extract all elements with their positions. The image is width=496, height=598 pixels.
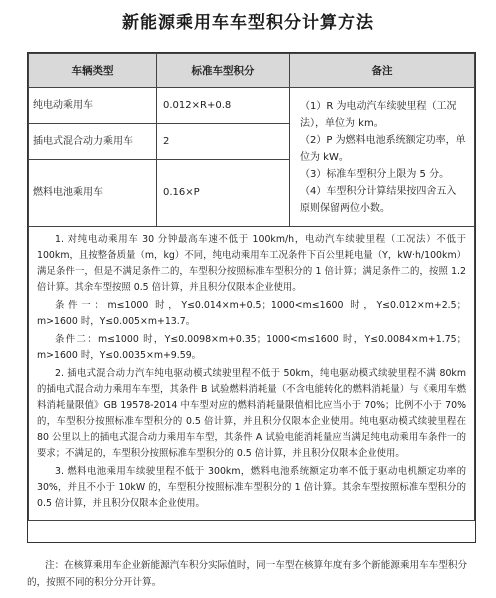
remark-item: （1）R 为电动汽车续驶里程（工况法），单位为 km。 xyxy=(300,100,457,129)
vehicle-type-cell: 纯电动乘用车 xyxy=(29,88,157,124)
standard-score-cell: 2 xyxy=(157,124,290,160)
header-remarks: 备注 xyxy=(290,54,475,88)
page-title: 新能源乘用车车型积分计算方法 xyxy=(122,13,374,33)
note-condition-two: 条件二：m≤1000 时，Y≤0.0098×m+0.35；1000<m≤1600 时，Y≤0.0084×m+1.75；m>1600 时，Y≤0.0035×m+9.59。 xyxy=(37,334,466,361)
header-standard-score: 标准车型积分 xyxy=(157,54,290,88)
remark-item: （2）P 为燃料电池系统额定功率，单位为 kW。 xyxy=(300,134,466,163)
notes-cell xyxy=(29,227,475,521)
vehicle-type-cell: 插电式混合动力乘用车 xyxy=(29,124,157,160)
standard-score-cell: 0.012×R+0.8 xyxy=(157,88,290,124)
note-paragraph: 1. 对纯电动乘用车 30 分钟最高车速不低于 100km/h，电动汽车续驶里程（工况法）不低于 100km，且按整备质量（m，kg）不同，纯电动乘用车工况条件下百公里耗电量（Y，kW·h/100km）满足条件一，但是不满足条件二的，车型积分按照标准车型积分的 1 倍计算；满足条件二的，按照 1.2 倍计算。其余车型按照 0.5 倍计算，并且积分仅限本企业使用。 xyxy=(37,234,466,293)
notes-row xyxy=(29,227,475,521)
table-header-row xyxy=(29,54,475,88)
remark-item: （3）标准车型积分上限为 5 分。 xyxy=(300,168,450,180)
remark-item: （4）车型积分计算结果按四舍五入原则保留两位小数。 xyxy=(300,185,457,214)
score-table xyxy=(28,53,475,521)
standard-score-cell: 0.16×P xyxy=(157,160,290,227)
table-row xyxy=(29,88,475,124)
note-paragraph: 3. 燃料电池乘用车续驶里程不低于 300km，燃料电池系统额定功率不低于驱动电机额定功率的 30%，并且不小于 10kW 的，车型积分按照标准车型积分的 1 倍计算。其余车型按照标准车型积分的 0.5 倍计算，并且积分仅限本企业使用。 xyxy=(37,466,466,509)
remarks-cell xyxy=(290,88,475,227)
note-paragraph: 2. 插电式混合动力汽车纯电驱动模式续驶里程不低于 50km，纯电驱动模式续驶里程不满 80km 的插电式混合动力乘用车车型，其条件 B 试验燃料消耗量（不含电能转化的燃料消耗量）与《乘用车燃料消耗量限值》GB 19578-2014 中车型对应的燃料消耗量限值相比应当小于 70%；比例不小于 70% 的，车型积分按照标准车型积分的 0.5 倍计算，并且积分仅限本企业使用。纯电驱动模式续驶里程在 80 公里以上的插电式混合动力乘用车车型，其条件 A 试验电能消耗量应当满足纯电动乘用车条件一的要求；不满足的，车型积分按照标准车型积分的 0.5 倍计算，并且积分仅限本企业使用。 xyxy=(37,368,466,459)
score-sheet xyxy=(27,52,476,543)
header-vehicle-type: 车辆类型 xyxy=(29,54,157,88)
vehicle-type-cell: 燃料电池乘用车 xyxy=(29,160,157,227)
note-condition-one: 条件一：m≤1000 时，Y≤0.014×m+0.5；1000<m≤1600 时，Y≤0.012×m+2.5；m>1600 时，Y≤0.005×m+13.7。 xyxy=(37,300,466,327)
footnote: 注：在核算乘用车企业新能源汽车积分实际值时，同一车型在核算年度有多个新能源乘用车车型积分的，按照不同的积分分开计算。 xyxy=(27,560,468,588)
